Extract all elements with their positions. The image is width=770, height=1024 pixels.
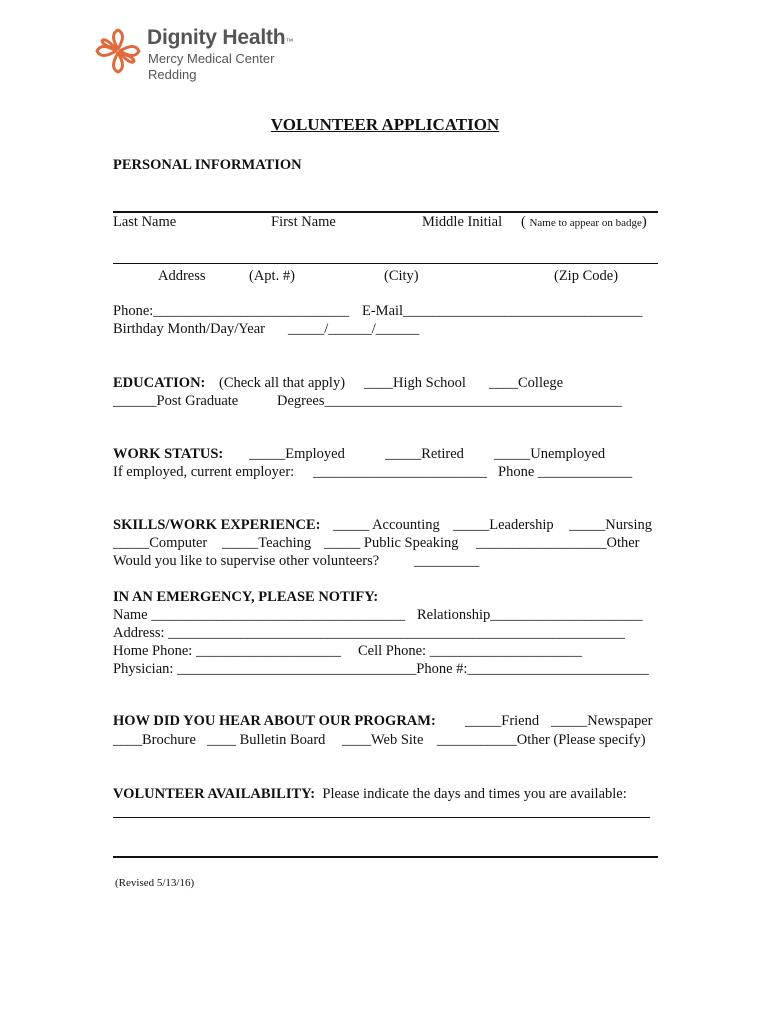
computer-option[interactable]: _____Computer	[113, 535, 208, 551]
nursing-option[interactable]: _____Nursing	[569, 517, 652, 533]
phone-field[interactable]: Phone:___________________________	[113, 303, 350, 319]
page-title: VOLUNTEER APPLICATION	[270, 115, 500, 134]
public-speaking-option[interactable]: _____ Public Speaking	[324, 535, 459, 551]
address-line[interactable]	[113, 263, 658, 264]
emergency-heading: IN AN EMERGENCY, PLEASE NOTIFY:	[113, 589, 379, 605]
college-option[interactable]: ____College	[489, 375, 564, 391]
web-site-option[interactable]: ____Web Site	[342, 732, 424, 748]
personal-info-heading: PERSONAL INFORMATION	[113, 157, 302, 173]
newspaper-option[interactable]: _____Newspaper	[551, 713, 653, 729]
brand-subtitle-1: Mercy Medical Center	[148, 51, 275, 66]
apt-label: (Apt. #)	[249, 268, 295, 284]
address-label: Address	[158, 268, 206, 284]
badge-note: ( Name to appear on badge)	[521, 214, 647, 230]
hear-heading: HOW DID YOU HEAR ABOUT OUR PROGRAM:	[113, 713, 436, 729]
skills-heading: SKILLS/WORK EXPERIENCE:	[113, 517, 321, 533]
education-note: (Check all that apply)	[219, 375, 346, 391]
emergency-address-field[interactable]: Address: _______________________________________________________________	[113, 625, 625, 641]
employer-label: If employed, current employer:	[113, 464, 295, 480]
employer-phone-field[interactable]: Phone _____________	[498, 464, 633, 480]
leadership-option[interactable]: _____Leadership	[453, 517, 554, 533]
availability-row	[113, 785, 627, 803]
bulletin-board-option[interactable]: ____ Bulletin Board	[207, 732, 326, 748]
bottom-divider	[113, 856, 658, 858]
city-label: (City)	[384, 268, 419, 284]
zip-label: (Zip Code)	[554, 268, 619, 284]
physician-field[interactable]: Physician: _________________________________Phone #:_________________________	[113, 661, 649, 677]
accounting-option[interactable]: _____ Accounting	[333, 517, 440, 533]
friend-option[interactable]: _____Friend	[465, 713, 540, 729]
other-source-option[interactable]: ___________Other (Please specify)	[437, 732, 646, 748]
emergency-relationship-field[interactable]: Relationship_____________________	[417, 607, 643, 623]
other-skill-option[interactable]: __________________Other	[476, 535, 640, 551]
brand-subtitle-2: Redding	[148, 67, 197, 82]
brand-name: Dignity Health™	[147, 26, 294, 49]
education-heading: EDUCATION:	[113, 375, 206, 391]
work-status-heading: WORK STATUS:	[113, 446, 224, 462]
dignity-health-logo-icon	[94, 27, 142, 75]
supervise-field[interactable]: _________	[414, 553, 480, 569]
availability-heading: VOLUNTEER AVAILABILITY:	[113, 786, 316, 802]
email-field[interactable]: E-Mail_________________________________	[362, 303, 643, 319]
emergency-home-phone-field[interactable]: Home Phone: ____________________	[113, 643, 341, 659]
retired-option[interactable]: _____Retired	[385, 446, 464, 462]
revised-note: (Revised 5/13/16)	[115, 877, 195, 889]
availability-line[interactable]	[113, 817, 650, 818]
birthday-label: Birthday Month/Day/Year	[113, 321, 265, 337]
emergency-cell-phone-field[interactable]: Cell Phone: _____________________	[358, 643, 582, 659]
high-school-option[interactable]: ____High School	[364, 375, 466, 391]
birthday-field[interactable]: _____/______/______	[288, 321, 420, 337]
emergency-name-field[interactable]: Name ___________________________________	[113, 607, 405, 623]
availability-text: Please indicate the days and times you are available:	[322, 786, 627, 802]
brochure-option[interactable]: ____Brochure	[113, 732, 196, 748]
employer-field[interactable]: ________________________	[313, 464, 487, 480]
employed-option[interactable]: _____Employed	[249, 446, 345, 462]
degrees-field[interactable]: Degrees_________________________________________	[277, 393, 622, 409]
first-name-label: First Name	[271, 214, 336, 230]
post-graduate-option[interactable]: ______Post Graduate	[113, 393, 239, 409]
teaching-option[interactable]: _____Teaching	[222, 535, 312, 551]
supervise-label: Would you like to supervise other volunteers?	[113, 553, 380, 569]
middle-initial-label: Middle Initial	[422, 214, 503, 230]
unemployed-option[interactable]: _____Unemployed	[494, 446, 606, 462]
last-name-label: Last Name	[113, 214, 177, 230]
